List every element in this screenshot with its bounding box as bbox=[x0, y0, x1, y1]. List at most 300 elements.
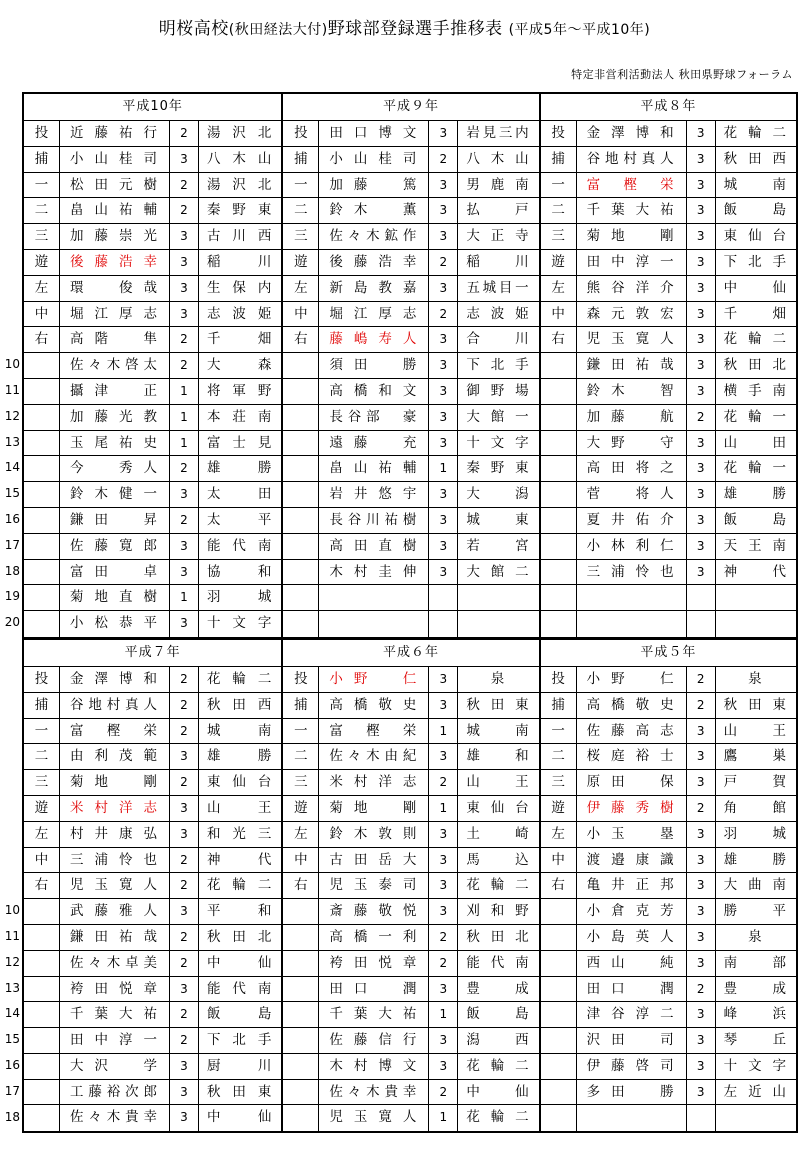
junior-high-school-cell: 厨 川 bbox=[207, 1057, 274, 1074]
junior-high-school-cell: 秋田北 bbox=[207, 928, 274, 945]
player-name-cell: 佐藤寛郎 bbox=[60, 534, 170, 559]
junior-high-school-cell: 山 王 bbox=[466, 774, 531, 791]
grade-cell: 3 bbox=[687, 379, 716, 404]
table-row bbox=[24, 250, 281, 276]
junior-high-school-cell: 東仙台 bbox=[466, 799, 531, 816]
player-name-cell: 菊地 剛 bbox=[319, 796, 429, 821]
grade-cell: 3 bbox=[687, 534, 716, 559]
position-cell: 三 bbox=[283, 224, 319, 249]
table-row bbox=[24, 431, 281, 457]
junior-high-school-cell: 十文字 bbox=[207, 615, 274, 632]
junior-high-school-cell: 花輪二 bbox=[207, 670, 274, 687]
player-name-cell: 千葉大祐 bbox=[577, 198, 687, 223]
player-name-cell: 小山桂司 bbox=[60, 147, 170, 172]
table-row bbox=[24, 1054, 281, 1080]
grade-cell: 2 bbox=[170, 873, 199, 898]
junior-high-school-cell: 山 王 bbox=[207, 799, 274, 816]
grade-cell: 3 bbox=[170, 977, 199, 1002]
junior-high-school-cell: 下北手 bbox=[723, 253, 789, 270]
player-name-cell: 米村洋志 bbox=[319, 770, 429, 795]
table-row bbox=[541, 560, 796, 586]
position-cell: 捕 bbox=[24, 147, 60, 172]
player-name-cell: 鈴木敦則 bbox=[319, 822, 429, 847]
grade-cell: 3 bbox=[687, 925, 716, 950]
grade-cell: 2 bbox=[170, 848, 199, 873]
position-cell bbox=[541, 353, 577, 378]
table-row bbox=[541, 147, 796, 173]
position-cell: 捕 bbox=[24, 693, 60, 718]
junior-high-school-cell: 秋田北 bbox=[466, 928, 531, 945]
position-cell: 二 bbox=[541, 744, 577, 769]
table-row bbox=[541, 1028, 796, 1054]
row-number: 12 bbox=[4, 408, 20, 423]
table-row bbox=[283, 796, 538, 822]
junior-high-school-cell: 協 和 bbox=[207, 563, 274, 580]
table-row bbox=[541, 1105, 796, 1131]
grade-cell: 3 bbox=[170, 744, 199, 769]
row-number: 17 bbox=[4, 1083, 20, 1098]
table-row bbox=[24, 198, 281, 224]
position-cell bbox=[283, 431, 319, 456]
player-name-cell bbox=[319, 585, 429, 610]
player-name-cell: 畠山祐輔 bbox=[60, 198, 170, 223]
position-cell: 右 bbox=[541, 873, 577, 898]
title-school-former: (秋田経法大付) bbox=[228, 22, 328, 38]
position-cell: 左 bbox=[541, 276, 577, 301]
table-row bbox=[283, 1080, 538, 1106]
player-name-cell: 谷地村真人 bbox=[60, 693, 170, 718]
table-row bbox=[24, 770, 281, 796]
row-number: 16 bbox=[4, 1058, 20, 1072]
player-name-cell: 三浦怜也 bbox=[60, 848, 170, 873]
junior-high-school-cell: 秋田東 bbox=[207, 1083, 274, 1100]
junior-high-school-cell: 豊 成 bbox=[723, 980, 789, 997]
table-row bbox=[24, 534, 281, 560]
position-cell bbox=[24, 1080, 60, 1105]
grade-cell: 3 bbox=[687, 1080, 716, 1105]
player-name-cell: 藤嶋寿人 bbox=[319, 327, 429, 352]
junior-high-school-cell: 峰 浜 bbox=[723, 1006, 789, 1023]
grade-cell: 3 bbox=[429, 848, 458, 873]
position-cell bbox=[24, 1028, 60, 1053]
position-cell bbox=[541, 977, 577, 1002]
grade-cell: 3 bbox=[170, 560, 199, 585]
table-row bbox=[541, 1080, 796, 1106]
player-name-cell: 後藤浩幸 bbox=[319, 250, 429, 275]
table-row bbox=[541, 899, 796, 925]
position-cell bbox=[541, 1002, 577, 1027]
table-row bbox=[283, 848, 538, 874]
year-header: 平成５年 bbox=[541, 640, 796, 667]
table-row bbox=[24, 925, 281, 951]
junior-high-school-cell: 泉 bbox=[748, 670, 764, 687]
table-row bbox=[283, 925, 538, 951]
position-cell: 捕 bbox=[541, 693, 577, 718]
row-number: 17 bbox=[4, 537, 20, 552]
player-name-cell: 小野 仁 bbox=[577, 667, 687, 692]
player-name-cell: 木村圭伸 bbox=[319, 560, 429, 585]
row-number: 20 bbox=[4, 615, 20, 630]
position-cell bbox=[283, 951, 319, 976]
grade-cell: 3 bbox=[687, 327, 716, 352]
player-name-cell: 加藤 航 bbox=[577, 405, 687, 430]
position-cell bbox=[283, 977, 319, 1002]
player-name-cell: 菊地 剛 bbox=[60, 770, 170, 795]
table-row bbox=[283, 977, 538, 1003]
table-row bbox=[24, 327, 281, 353]
junior-high-school-cell: 花輪二 bbox=[466, 877, 531, 894]
player-name-cell: 高橋一利 bbox=[319, 925, 429, 950]
player-name-cell: 高田直樹 bbox=[319, 534, 429, 559]
junior-high-school-cell: 南 部 bbox=[723, 954, 789, 971]
table-row bbox=[283, 744, 538, 770]
grade-cell: 3 bbox=[687, 173, 716, 198]
position-cell bbox=[283, 1080, 319, 1105]
junior-high-school-cell: 東仙台 bbox=[723, 228, 789, 245]
row-number: 11 bbox=[4, 929, 20, 943]
table-row bbox=[283, 585, 538, 611]
player-name-cell: 富 樫 栄 bbox=[577, 173, 687, 198]
position-cell bbox=[24, 899, 60, 924]
grade-cell: 2 bbox=[687, 977, 716, 1002]
position-cell bbox=[24, 1002, 60, 1027]
junior-high-school-cell: 若 宮 bbox=[466, 537, 531, 554]
grade-cell: 3 bbox=[687, 899, 716, 924]
table-row bbox=[283, 456, 538, 482]
position-cell bbox=[24, 951, 60, 976]
junior-high-school-cell: 秦野東 bbox=[207, 202, 274, 219]
player-name-cell: 千葉大祐 bbox=[60, 1002, 170, 1027]
grade-cell bbox=[429, 611, 458, 637]
table-row bbox=[283, 1054, 538, 1080]
junior-high-school-cell: 山 王 bbox=[723, 722, 789, 739]
junior-high-school-cell: 飯 島 bbox=[466, 1006, 531, 1023]
grade-cell: 3 bbox=[429, 560, 458, 585]
player-name-cell: 新島教嘉 bbox=[319, 276, 429, 301]
table-row bbox=[541, 951, 796, 977]
junior-high-school-cell: 秦野東 bbox=[466, 460, 531, 477]
grade-cell: 3 bbox=[170, 611, 199, 637]
table-row bbox=[24, 1080, 281, 1106]
junior-high-school-cell: 雄 勝 bbox=[723, 851, 789, 868]
position-cell: 二 bbox=[24, 744, 60, 769]
junior-high-school-cell: 五城目一 bbox=[466, 279, 531, 296]
junior-high-school-cell: 十文字 bbox=[723, 1057, 789, 1074]
position-cell: 遊 bbox=[283, 796, 319, 821]
year-header: 平成10年 bbox=[24, 94, 281, 121]
player-name-cell: 須田 勝 bbox=[319, 353, 429, 378]
position-cell bbox=[24, 508, 60, 533]
grade-cell: 3 bbox=[429, 405, 458, 430]
position-cell: 一 bbox=[283, 173, 319, 198]
position-cell bbox=[24, 379, 60, 404]
player-name-cell: 玉尾祐史 bbox=[60, 431, 170, 456]
position-cell: 左 bbox=[541, 822, 577, 847]
grade-cell: 3 bbox=[687, 560, 716, 585]
player-name-cell: 斎藤敬悦 bbox=[319, 899, 429, 924]
grade-cell: 2 bbox=[170, 327, 199, 352]
position-cell bbox=[541, 456, 577, 481]
grade-cell: 2 bbox=[170, 198, 199, 223]
position-cell: 三 bbox=[283, 770, 319, 795]
junior-high-school-cell: 平 和 bbox=[207, 903, 274, 920]
table-row bbox=[24, 848, 281, 874]
junior-high-school-cell: 花輪二 bbox=[207, 877, 274, 894]
player-name-cell: 大野 守 bbox=[577, 431, 687, 456]
table-row bbox=[24, 899, 281, 925]
grade-cell: 2 bbox=[170, 667, 199, 692]
player-name-cell: 由利茂範 bbox=[60, 744, 170, 769]
table-row bbox=[541, 508, 796, 534]
grade-cell: 2 bbox=[429, 302, 458, 327]
position-cell: 右 bbox=[541, 327, 577, 352]
player-name-cell: 武藤雅人 bbox=[60, 899, 170, 924]
position-cell: 投 bbox=[283, 667, 319, 692]
table-row bbox=[24, 796, 281, 822]
position-cell: 一 bbox=[283, 719, 319, 744]
player-name-cell: 工藤裕次郎 bbox=[60, 1080, 170, 1105]
block-heisei-5-to-7 bbox=[24, 637, 796, 1131]
junior-high-school-cell: 千 畑 bbox=[207, 331, 274, 348]
junior-high-school-cell: 富士見 bbox=[207, 434, 274, 451]
grade-cell: 2 bbox=[170, 173, 199, 198]
position-cell bbox=[541, 611, 577, 637]
junior-high-school-cell bbox=[716, 585, 796, 610]
grade-cell: 2 bbox=[170, 508, 199, 533]
grade-cell: 3 bbox=[429, 482, 458, 507]
junior-high-school-cell: 大曲南 bbox=[723, 877, 789, 894]
grade-cell: 3 bbox=[429, 1028, 458, 1053]
grade-cell: 3 bbox=[687, 456, 716, 481]
player-name-cell: 佐々木啓太 bbox=[60, 353, 170, 378]
table-row bbox=[283, 147, 538, 173]
player-name-cell: 菊地直樹 bbox=[60, 585, 170, 610]
table-row bbox=[24, 276, 281, 302]
grade-cell: 3 bbox=[687, 508, 716, 533]
player-name-cell: 袴田悦章 bbox=[60, 977, 170, 1002]
junior-high-school-cell: 城 南 bbox=[207, 722, 274, 739]
junior-high-school-cell bbox=[716, 1105, 796, 1131]
table-row bbox=[24, 977, 281, 1003]
table-row bbox=[541, 173, 796, 199]
grade-cell: 2 bbox=[429, 925, 458, 950]
year-section bbox=[281, 94, 538, 637]
player-name-cell: 古田岳大 bbox=[319, 848, 429, 873]
junior-high-school-cell: 花輪一 bbox=[723, 408, 789, 425]
position-cell: 二 bbox=[24, 198, 60, 223]
junior-high-school-cell: 古川西 bbox=[207, 228, 274, 245]
position-cell: 二 bbox=[283, 744, 319, 769]
grade-cell: 3 bbox=[429, 822, 458, 847]
table-row bbox=[283, 224, 538, 250]
table-row bbox=[283, 121, 538, 147]
junior-high-school-cell: 湯沢北 bbox=[207, 125, 274, 141]
player-name-cell: 高橋和文 bbox=[319, 379, 429, 404]
junior-high-school-cell: 雄 勝 bbox=[207, 460, 274, 477]
player-name-cell: 亀井正邦 bbox=[577, 873, 687, 898]
grade-cell: 3 bbox=[429, 873, 458, 898]
player-name-cell: 沢田 司 bbox=[577, 1028, 687, 1053]
grade-cell: 3 bbox=[429, 379, 458, 404]
position-cell: 捕 bbox=[283, 147, 319, 172]
grade-cell: 3 bbox=[429, 224, 458, 249]
junior-high-school-cell: 千 畑 bbox=[723, 305, 789, 322]
player-name-cell: 加藤 篤 bbox=[319, 173, 429, 198]
position-cell bbox=[541, 1028, 577, 1053]
junior-high-school-cell: 秋田東 bbox=[466, 696, 531, 713]
table-row bbox=[24, 1105, 281, 1131]
table-row bbox=[24, 585, 281, 611]
junior-high-school-cell: 中 仙 bbox=[207, 954, 274, 971]
table-row bbox=[283, 327, 538, 353]
grade-cell: 3 bbox=[429, 667, 458, 692]
player-name-cell: 佐藤高志 bbox=[577, 719, 687, 744]
grade-cell: 3 bbox=[687, 873, 716, 898]
table-row bbox=[24, 744, 281, 770]
junior-high-school-cell: 神 代 bbox=[207, 851, 274, 868]
grade-cell: 3 bbox=[429, 353, 458, 378]
player-name-cell: 森元敦宏 bbox=[577, 302, 687, 327]
grade-cell: 2 bbox=[429, 147, 458, 172]
junior-high-school-cell: 羽 城 bbox=[723, 825, 789, 842]
player-name-cell: 夏井佑介 bbox=[577, 508, 687, 533]
position-cell: 遊 bbox=[541, 796, 577, 821]
junior-high-school-cell: 秋田北 bbox=[723, 357, 789, 374]
junior-high-school-cell: 八木山 bbox=[466, 150, 531, 167]
junior-high-school-cell: 城 南 bbox=[466, 722, 531, 739]
junior-high-school-cell: 花輪二 bbox=[723, 331, 789, 348]
position-cell bbox=[283, 1028, 319, 1053]
junior-high-school-cell: 左近山 bbox=[723, 1083, 789, 1100]
player-name-cell: 小松恭平 bbox=[60, 611, 170, 637]
position-cell: 中 bbox=[541, 848, 577, 873]
junior-high-school-cell: 勝 平 bbox=[723, 903, 789, 920]
grade-cell: 2 bbox=[429, 770, 458, 795]
player-name-cell: 大沢 学 bbox=[60, 1054, 170, 1079]
grade-cell: 2 bbox=[170, 121, 199, 146]
grade-cell: 3 bbox=[429, 744, 458, 769]
table-row bbox=[283, 693, 538, 719]
player-name-cell: 西山 純 bbox=[577, 951, 687, 976]
table-row bbox=[541, 1054, 796, 1080]
grade-cell: 3 bbox=[429, 173, 458, 198]
player-name-cell: 多田 勝 bbox=[577, 1080, 687, 1105]
title-range: (平成5年〜平成10年) bbox=[508, 22, 651, 38]
player-name-cell: 遠藤 充 bbox=[319, 431, 429, 456]
grade-cell: 3 bbox=[687, 848, 716, 873]
player-name-cell: 田口 潤 bbox=[577, 977, 687, 1002]
grade-cell: 2 bbox=[687, 405, 716, 430]
position-cell: 左 bbox=[24, 276, 60, 301]
table-row bbox=[541, 327, 796, 353]
position-cell bbox=[541, 585, 577, 610]
year-header: 平成７年 bbox=[24, 640, 281, 667]
player-name-cell: 佐々木貴幸 bbox=[319, 1080, 429, 1105]
position-cell: 遊 bbox=[24, 250, 60, 275]
year-section bbox=[24, 640, 281, 1131]
grade-cell: 2 bbox=[170, 693, 199, 718]
player-name-cell: 今 秀人 bbox=[60, 456, 170, 481]
grade-cell: 1 bbox=[429, 1002, 458, 1027]
position-cell bbox=[541, 1105, 577, 1131]
grade-cell: 3 bbox=[170, 1080, 199, 1105]
table-row bbox=[24, 173, 281, 199]
grade-cell: 2 bbox=[170, 719, 199, 744]
table-row bbox=[283, 1002, 538, 1028]
row-number: 19 bbox=[4, 589, 20, 604]
position-cell bbox=[541, 431, 577, 456]
player-name-cell: 堀江厚志 bbox=[60, 302, 170, 327]
player-name-cell: 鎌田祐哉 bbox=[60, 925, 170, 950]
junior-high-school-cell: 八木山 bbox=[207, 150, 274, 167]
table-row bbox=[283, 1028, 538, 1054]
row-number: 18 bbox=[4, 563, 20, 578]
table-row bbox=[24, 693, 281, 719]
position-cell bbox=[283, 1105, 319, 1131]
position-cell bbox=[24, 611, 60, 637]
grade-cell: 1 bbox=[170, 379, 199, 404]
player-name-cell: 伊藤秀樹 bbox=[577, 796, 687, 821]
position-cell: 左 bbox=[24, 822, 60, 847]
table-row bbox=[541, 796, 796, 822]
position-cell: 一 bbox=[24, 173, 60, 198]
grade-cell: 3 bbox=[687, 1002, 716, 1027]
position-cell: 一 bbox=[541, 173, 577, 198]
grade-cell: 1 bbox=[170, 585, 199, 610]
title-school: 明桜高校 bbox=[158, 19, 229, 39]
position-cell bbox=[283, 1054, 319, 1079]
row-number: 15 bbox=[4, 1032, 20, 1047]
table-row bbox=[24, 405, 281, 431]
grade-cell: 3 bbox=[170, 224, 199, 249]
grade-cell: 3 bbox=[429, 276, 458, 301]
grade-cell: 3 bbox=[429, 899, 458, 924]
junior-high-school-cell: 泉 bbox=[490, 670, 507, 687]
table-row bbox=[541, 198, 796, 224]
player-name-cell: 桜庭裕士 bbox=[577, 744, 687, 769]
grade-cell: 3 bbox=[429, 121, 458, 146]
table-row bbox=[283, 250, 538, 276]
junior-high-school-cell: 大正寺 bbox=[466, 228, 531, 245]
player-name-cell: 佐々木由紀 bbox=[319, 744, 429, 769]
grade-cell: 3 bbox=[687, 224, 716, 249]
junior-high-school-cell: 中 仙 bbox=[207, 1109, 274, 1126]
position-cell bbox=[541, 534, 577, 559]
table-row bbox=[24, 873, 281, 899]
position-cell: 右 bbox=[283, 873, 319, 898]
position-cell bbox=[541, 925, 577, 950]
grade-cell: 3 bbox=[687, 198, 716, 223]
junior-high-school-cell: 豊 成 bbox=[466, 980, 531, 997]
table-row bbox=[24, 667, 281, 693]
junior-high-school-cell: 飯 島 bbox=[723, 202, 789, 219]
table-row bbox=[541, 482, 796, 508]
position-cell: 中 bbox=[283, 302, 319, 327]
table-row bbox=[24, 482, 281, 508]
row-number: 16 bbox=[4, 512, 20, 526]
junior-high-school-cell: 戸 賀 bbox=[723, 774, 789, 791]
position-cell: 二 bbox=[541, 198, 577, 223]
player-name-cell: 金澤博和 bbox=[577, 121, 687, 146]
table-row bbox=[24, 224, 281, 250]
junior-high-school-cell: 稲 川 bbox=[207, 253, 274, 270]
table-row bbox=[283, 667, 538, 693]
position-cell bbox=[283, 534, 319, 559]
player-name-cell: 小倉克芳 bbox=[577, 899, 687, 924]
player-name-cell: 児玉寛人 bbox=[319, 1105, 429, 1131]
junior-high-school-cell: 秋田西 bbox=[723, 150, 789, 167]
position-cell bbox=[24, 482, 60, 507]
